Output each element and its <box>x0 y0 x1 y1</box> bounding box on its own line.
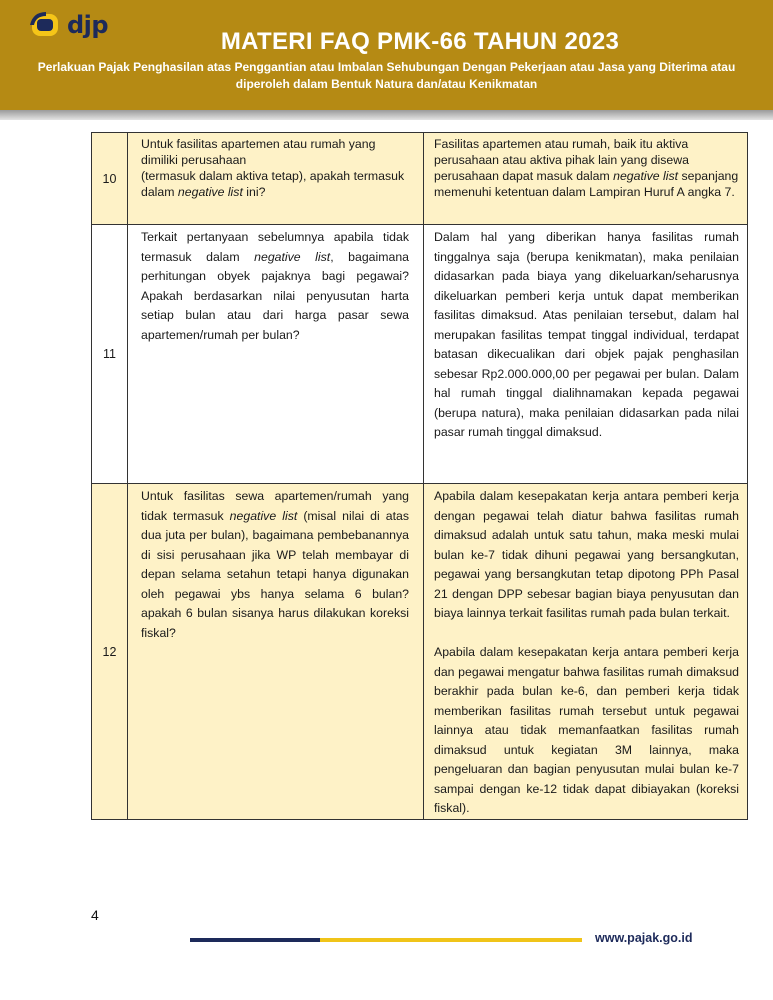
answer-cell <box>424 133 748 225</box>
answer-cell <box>424 484 748 820</box>
djp-logo-icon <box>30 10 64 40</box>
question-text: Untuk fasilitas sewa apartemen/rumah yang tidak termasuk negative list (misal nilai di atas dua juta per bulan), bagaimana pembebanannya di sisi perusahaan jika WP telah membayar di depan selama setahun tetapi hanya digunakan oleh pegawai ybs hanya selama 6 bulan? apakah 6 bulan sisanya harus dilakukan koreksi fiskal? <box>141 489 409 640</box>
page-title: MATERI FAQ PMK-66 TAHUN 2023 <box>220 28 620 55</box>
header-banner <box>0 0 773 110</box>
question-text: Untuk fasilitas apartemen atau rumah yang dimiliki perusahaan (termasuk dalam aktiva tetap), apakah termasuk dalam negative list ini? <box>141 137 405 199</box>
table-row <box>92 484 748 820</box>
logo-text: djp <box>67 11 109 39</box>
answer-paragraph: Apabila dalam kesepakatan kerja antara pemberi kerja dan pegawai mengatur bahwa fasilitas rumah dimaksud berakhir pada bulan ke-6, dan pemberi kerja tidak memberikan fasilitas rumah tersebut untuk pegawai lainnya atau tidak memanfaatkan fasilitas rumah dimaksud untuk kegiatan 3M lainnya, maka pengeluaran dan bagian penyusutan mulai bulan ke-7 sampai dengan ke-12 tidak dapat dibiayakan (koreksi fiskal). <box>434 645 739 815</box>
faq-table <box>91 132 748 820</box>
row-number: 10 <box>92 133 128 225</box>
table-row <box>92 133 748 225</box>
answer-cell <box>424 225 748 484</box>
answer-text: Fasilitas apartemen atau rumah, baik itu aktiva perusahaan atau aktiva pihak lain yang disewa perusahaan dapat masuk dalam negative list sepanjang memenuhi ketentuan dalam Lampiran Huruf A angka 7. <box>434 137 739 199</box>
djp-logo <box>30 10 108 40</box>
website-link[interactable]: www.pajak.go.id <box>595 931 693 945</box>
answer-paragraph: Apabila dalam kesepakatan kerja antara pemberi kerja dengan pegawai telah diatur bahwa fasilitas rumah dimaksud adalah untuk satu tahun, maka meski mulai bulan ke-7 tidak dihuni pegawai yang bersangkutan, pegawai yang bersangkutan tetap dipotong PPh Pasal 21 dengan DPP sebesar bagian biaya penyusutan dan biaya lainnya terkait fasilitas rumah pada bulan terkait. <box>434 489 739 620</box>
row-number: 12 <box>92 484 128 820</box>
page-number: 4 <box>91 907 99 923</box>
row-number: 11 <box>92 225 128 484</box>
question-cell <box>128 133 424 225</box>
footer-line-navy <box>190 938 320 942</box>
page-subtitle: Perlakuan Pajak Penghasilan atas Penggantian atau Imbalan Sehubungan Dengan Pekerjaan atau Jasa yang Diterima atau diperoleh dalam Bentuk Natura dan/atau Kenikmatan <box>37 60 736 91</box>
answer-text: Dalam hal yang diberikan hanya fasilitas rumah tinggalnya saja (berupa kenikmatan), maka penilaian didasarkan pada biaya yang dikeluarkan/seharusnya dikeluarkan pemberi kerja untuk dapat memberikan fasilitas dimaksud. Atas penilaian tersebut, dalam hal merupakan fasilitas tempat tinggal individual, terdapat batasan dikecualikan dari objek pajak penghasilan sebesar Rp2.000.000,00 per pegawai per bulan. Dalam hal rumah tinggal dialihnamakan kepada pegawai (berupa natura), maka penilaian didasarkan pada nilai pasar rumah tinggal dimaksud. <box>434 230 739 439</box>
question-cell <box>128 225 424 484</box>
table-row <box>92 225 748 484</box>
question-text: Terkait pertanyaan sebelumnya apabila tidak termasuk dalam negative list, bagaimana perhitungan obyek pajaknya bagi pegawai? Apakah berdasarkan nilai penyusutan harta setiap bulan atau dari harga pasar sewa apartemen/rumah per bulan? <box>141 230 410 342</box>
footer-line-gold <box>320 938 582 942</box>
question-cell <box>128 484 424 820</box>
header-shadow <box>0 110 773 120</box>
